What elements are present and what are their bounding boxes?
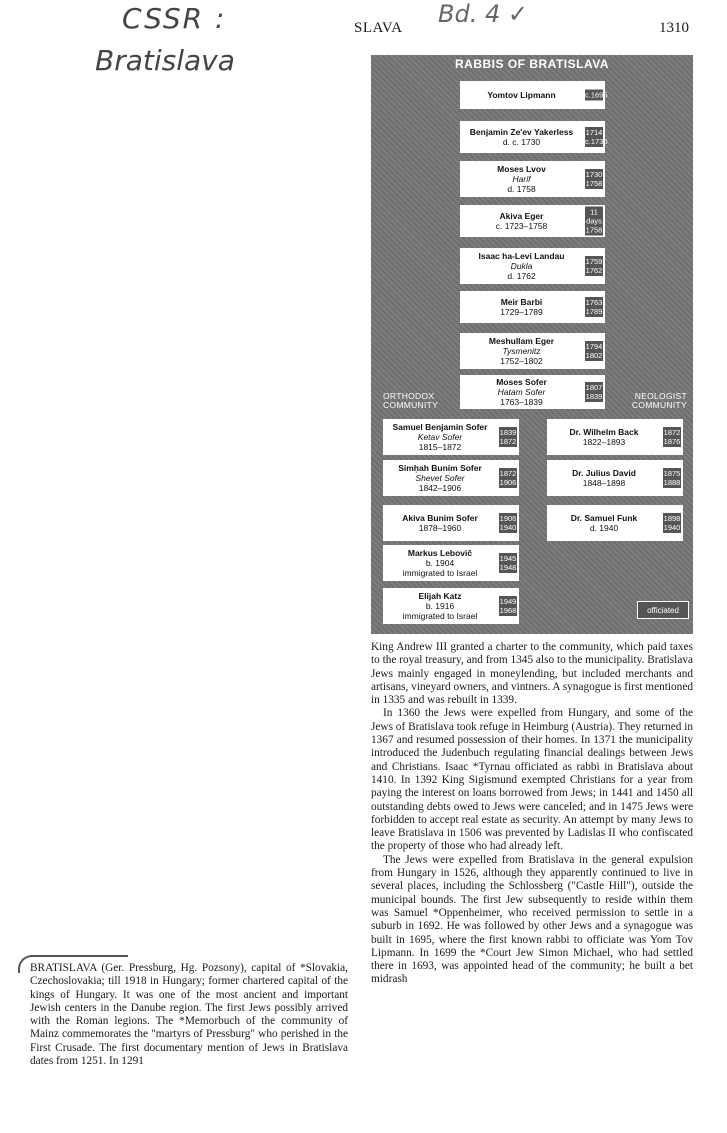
- tenure-dates: 1949 1968: [499, 597, 517, 615]
- tenure-dates: 1763 1789: [585, 298, 603, 316]
- handwritten-note-bratislava: Bratislava: [95, 44, 235, 77]
- article-opening-paragraph: BRATISLAVA (Ger. Pressburg, Hg. Pozsony), capital of *Slovakia, Czechoslovakia; till 1918 in Hungary; former chartered capital of the kings of Hungary. It was one of the most ancient and important Jewish centers in the Danube region. The first Jews possibly arrived with the Roman legions. The *Memorbuch of the community of Mainz commemorates the "martyrs of Pressburg" who perished in the First Crusade. The first documentary mention of Jews in Bratislava dates from 1251. In 1291: [30, 962, 348, 1068]
- main-rabbi-box: [460, 248, 605, 284]
- rabbi-lifespan: 1729–1789: [500, 307, 543, 317]
- tenure-dates: 1807 1839: [585, 383, 603, 401]
- rabbi-name: Simḥah Bunim Sofer: [398, 463, 482, 473]
- page-number: 1310: [659, 20, 689, 36]
- rabbis-chart: [371, 55, 693, 634]
- orthodox-rabbi-box: [383, 419, 519, 455]
- tenure-dates: c.1695: [585, 90, 608, 100]
- tenure-dates: 1794 1802: [585, 342, 603, 360]
- tenure-dates: 11 days 1758: [585, 207, 603, 235]
- article-paragraph: The Jews were expelled from Bratislava in the general expulsion from Hungary in 1526, although they apparently continued to live in several places, including the Schlossberg ("Castle Hill"), outside the municipal bounds. The first Jew subsequently to reside within them was Samuel *Oppenheimer, who received permission to settle in a suburb in 1692. He was followed by other Jews and a synagogue was built in 1695, where the first known rabbi to officiate was Yom Tov Lipmann. In 1699 the *Court Jew Simon Michael, who had settled there in 1693, was appointed head of the community; he built a bet midrash: [371, 853, 693, 986]
- rabbi-lifespan: 1822–1893: [582, 437, 626, 447]
- main-rabbi-box: [460, 205, 605, 237]
- article-left-column: [30, 962, 348, 1068]
- tenure-dates: 1714 c.1730: [585, 128, 608, 146]
- rabbi-name: Akiva Bunim Sofer: [402, 513, 478, 523]
- tenure-dates: 1898 1940: [663, 514, 681, 532]
- neologist-community-label: NEOLOGIST COMMUNITY: [631, 391, 687, 410]
- rabbi-name: Benjamin Ze'ev Yakerless: [469, 127, 574, 137]
- rabbi-name: Elijah Katz: [418, 591, 462, 601]
- rabbi-lifespan: c. 1723–1758: [495, 221, 548, 231]
- rabbi-lifespan: 1815–1872: [418, 442, 462, 452]
- running-head: SLAVA: [354, 20, 403, 36]
- main-rabbi-box: [460, 333, 605, 369]
- rabbi-name: Meir Barbi: [500, 297, 543, 307]
- tenure-dates: 1872 1906: [499, 469, 517, 487]
- rabbi-epithet: Dukla: [510, 261, 533, 271]
- tenure-dates: 1872 1876: [663, 428, 681, 446]
- rabbi-name: Dr. Wilhelm Back: [569, 427, 639, 437]
- rabbi-epithet: Harif: [512, 174, 531, 184]
- rabbi-lifespan: 1752–1802: [500, 356, 543, 366]
- handwritten-note-cssr: CSSR :: [122, 2, 227, 35]
- rabbi-lifespan: b. 1904: [425, 558, 455, 568]
- neologist-rabbi-box: [547, 460, 683, 496]
- neologist-rabbi-box: [547, 505, 683, 541]
- rabbi-lifespan: 1842–1906: [418, 483, 462, 493]
- rabbi-lifespan: 1763–1839: [500, 397, 543, 407]
- orthodox-community-label: ORTHODOX COMMUNITY: [383, 391, 439, 410]
- main-rabbi-box: [460, 375, 605, 409]
- rabbi-epithet: Ketav Sofer: [417, 432, 463, 442]
- orthodox-rabbi-box: [383, 460, 519, 496]
- rabbi-name: Dr. Samuel Funk: [570, 513, 638, 523]
- rabbi-lifespan: 1848–1898: [582, 478, 626, 488]
- tenure-dates: 1839 1872: [499, 428, 517, 446]
- rabbi-note: immigrated to Israel: [402, 568, 478, 578]
- article-paragraph: King Andrew III granted a charter to the community, which paid taxes to the royal treasury, and from 1345 also to the municipality. Bratislava Jews mainly engaged in moneylending, but included merchants and artisans, vineyard owners, and vintners. A synagogue is first mentioned in 1335 and was rebuilt in 1339.: [371, 641, 693, 707]
- chart-title: RABBIS OF BRATISLAVA: [455, 57, 609, 71]
- rabbi-name: Dr. Julius David: [572, 468, 636, 478]
- main-rabbi-box: [460, 121, 608, 153]
- rabbi-name: Moses Sofer: [496, 377, 547, 387]
- rabbi-epithet: Hatam Sofer: [497, 387, 546, 397]
- main-rabbi-box: [460, 81, 608, 109]
- rabbi-name: Yomtov Lipmann: [487, 90, 556, 100]
- rabbi-lifespan: 1878–1960: [418, 523, 462, 533]
- rabbi-name: Akiva Eger: [499, 211, 544, 221]
- rabbi-lifespan: d. c. 1730: [502, 137, 541, 147]
- rabbi-name: Moses Lvov: [497, 164, 546, 174]
- rabbi-note: immigrated to Israel: [402, 611, 478, 621]
- tenure-dates: 1906 1940: [499, 514, 517, 532]
- rabbi-name: Samuel Benjamin Sofer: [392, 422, 488, 432]
- rabbi-epithet: Tysmenitz: [502, 346, 541, 356]
- officiated-legend: officiated: [637, 601, 689, 619]
- tenure-dates: 1945 1948: [499, 554, 517, 572]
- main-rabbi-box: [460, 291, 605, 323]
- main-rabbi-box: [460, 161, 605, 197]
- rabbi-lifespan: b. 1916: [425, 601, 455, 611]
- rabbi-name: Meshullam Eger: [488, 336, 555, 346]
- article-paragraph: In 1360 the Jews were expelled from Hungary, and some of the Jews of Bratislava took refuge in Heimburg (Austria). They returned in 1367 and resumed possession of their homes. In 1371 the municipality introduced the Judenbuch regulating financial dealings between Jews and Christians. Isaac *Tyrnau officiated as rabbi in Bratislava about 1410. In 1392 King Sigismund exempted Christians for a year from paying the interest on loans borrowed from Jews; in 1441 and 1450 all outstanding debts owed to Jews were canceled; and in 1475 Jews were forbidden to accept real estate as security. An attempt by many Jews to leave Bratislava in 1506 was prevented by Ladislas II who confiscated the property of those who had already left.: [371, 707, 693, 853]
- rabbi-name: Isaac ha-Levi Landau: [478, 251, 565, 261]
- rabbi-lifespan: d. 1762: [507, 271, 536, 281]
- rabbi-lifespan: d. 1758: [507, 184, 536, 194]
- tenure-dates: 1730 1758: [585, 170, 603, 188]
- tenure-dates: 1759 1762: [585, 257, 603, 275]
- rabbi-lifespan: d. 1940: [589, 523, 619, 533]
- rabbi-epithet: Shevet Sofer: [415, 473, 465, 483]
- orthodox-rabbi-box: [383, 545, 519, 581]
- tenure-dates: 1875 1888: [663, 469, 681, 487]
- rabbi-name: Markus Lebovič: [407, 548, 473, 558]
- article-right-column: [371, 641, 693, 987]
- handwritten-note-volume: Bd. 4 ✓: [438, 0, 528, 28]
- orthodox-rabbi-box: [383, 505, 519, 541]
- orthodox-rabbi-box: [383, 588, 519, 624]
- neologist-rabbi-box: [547, 419, 683, 455]
